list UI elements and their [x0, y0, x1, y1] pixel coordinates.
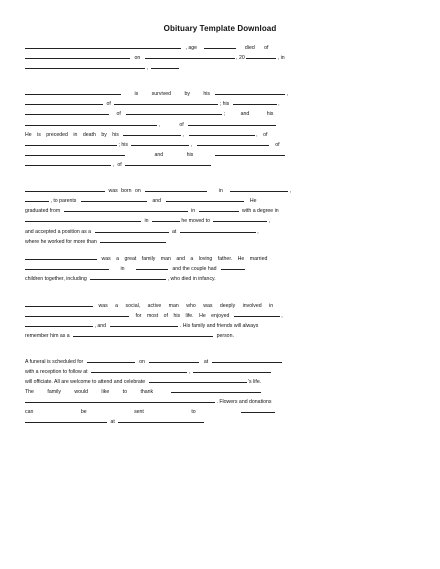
form-line: children together, including , who died in infancy. [25, 276, 216, 282]
form-line: in and the couple had [25, 264, 283, 273]
form-line: , of [25, 160, 283, 169]
fill-blank[interactable] [25, 301, 93, 307]
form-line: . Flowers and donations [25, 397, 283, 406]
form-line: graduated from in with a degree in [25, 208, 279, 214]
fill-blank[interactable] [118, 417, 204, 423]
fill-blank[interactable] [25, 43, 181, 49]
form-line: in he moved to , [25, 216, 283, 225]
fill-blank[interactable] [171, 387, 261, 393]
fill-blank[interactable] [204, 43, 236, 49]
form-line: of ; his , [25, 99, 283, 108]
fill-blank[interactable] [25, 216, 141, 222]
fill-blank[interactable] [215, 89, 285, 95]
fill-blank[interactable] [25, 397, 215, 403]
form-line: of ; and his [25, 109, 283, 118]
form-line: was a great family man and a loving father. He married [25, 254, 283, 263]
fill-blank[interactable] [145, 53, 235, 59]
fill-blank[interactable] [25, 99, 103, 105]
fill-blank[interactable] [234, 311, 280, 317]
fill-blank[interactable] [123, 130, 181, 136]
form-line: will officiate. All are welcome to attend and celebrate 's life. [25, 379, 262, 385]
fill-blank[interactable] [25, 63, 145, 69]
fill-blank[interactable] [189, 130, 255, 136]
form-line: A funeral is scheduled for on at [25, 357, 283, 366]
fill-blank[interactable] [221, 264, 245, 270]
fill-blank[interactable] [25, 150, 125, 156]
fill-blank[interactable] [188, 120, 276, 126]
form-line: on , 20 , in [25, 53, 283, 62]
fill-blank[interactable] [149, 377, 247, 383]
fill-blank[interactable] [25, 120, 157, 126]
form-line: where he worked for more than [25, 237, 283, 246]
fill-blank[interactable] [25, 321, 93, 327]
form-line: for most of his life. He enjoyed , [25, 311, 283, 320]
form-line: and his [25, 150, 283, 159]
form-line: was a social, active man who was deeply involved in [25, 301, 283, 310]
form-line: ; his , of [25, 140, 283, 149]
form-line: He is preceded in death by his , , of [25, 132, 268, 138]
fill-blank[interactable] [25, 196, 49, 202]
fill-blank[interactable] [131, 140, 189, 146]
fill-blank[interactable] [110, 321, 178, 327]
fill-blank[interactable] [125, 160, 211, 166]
fill-blank[interactable] [25, 254, 97, 260]
fill-blank[interactable] [81, 196, 147, 202]
form-line: , and . His family and friends will always [25, 321, 283, 330]
fill-blank[interactable] [145, 186, 207, 192]
form-line: , of [25, 120, 283, 129]
form-line: with a reception to follow at , [25, 367, 283, 376]
fill-blank[interactable] [91, 367, 187, 373]
form-line: , age died of [25, 43, 283, 52]
fill-blank[interactable] [149, 357, 199, 363]
form-line: , to parents and He [25, 196, 283, 205]
form-line: The family would like to thank [25, 387, 283, 396]
form-line: , [25, 63, 283, 72]
fill-blank[interactable] [25, 311, 129, 317]
fill-blank[interactable] [199, 206, 239, 212]
fill-blank[interactable] [114, 99, 218, 105]
fill-blank[interactable] [90, 274, 166, 280]
fill-blank[interactable] [152, 216, 180, 222]
fill-blank[interactable] [246, 53, 276, 59]
page-title: Obituary Template Download [163, 24, 277, 33]
fill-blank[interactable] [25, 109, 109, 115]
fill-blank[interactable] [25, 160, 111, 166]
fill-blank[interactable] [25, 417, 107, 423]
fill-blank[interactable] [25, 264, 109, 270]
form-line: can be sent to [25, 407, 283, 416]
fill-blank[interactable] [193, 367, 271, 373]
fill-blank[interactable] [87, 357, 135, 363]
fill-blank[interactable] [197, 140, 269, 146]
fill-blank[interactable] [166, 196, 244, 202]
fill-blank[interactable] [180, 227, 256, 233]
fill-blank[interactable] [73, 331, 213, 337]
form-line: was born on in , [25, 186, 283, 195]
fill-blank[interactable] [215, 150, 285, 156]
fill-blank[interactable] [151, 63, 179, 69]
fill-blank[interactable] [25, 186, 105, 192]
fill-blank[interactable] [241, 407, 275, 413]
fill-blank[interactable] [25, 89, 121, 95]
fill-blank[interactable] [25, 140, 117, 146]
form-line: at [25, 417, 283, 426]
fill-blank[interactable] [233, 99, 277, 105]
form-line: and accepted a position as a at , [25, 229, 259, 235]
fill-blank[interactable] [136, 264, 168, 270]
fill-blank[interactable] [212, 357, 282, 363]
fill-blank[interactable] [230, 186, 288, 192]
fill-blank[interactable] [126, 109, 222, 115]
form-line: remember him as a person. [25, 333, 234, 339]
fill-blank[interactable] [25, 53, 130, 59]
fill-blank[interactable] [213, 216, 267, 222]
fill-blank[interactable] [95, 227, 169, 233]
fill-blank[interactable] [100, 237, 166, 243]
fill-blank[interactable] [64, 206, 188, 212]
form-line: is survived by his , [25, 89, 283, 98]
